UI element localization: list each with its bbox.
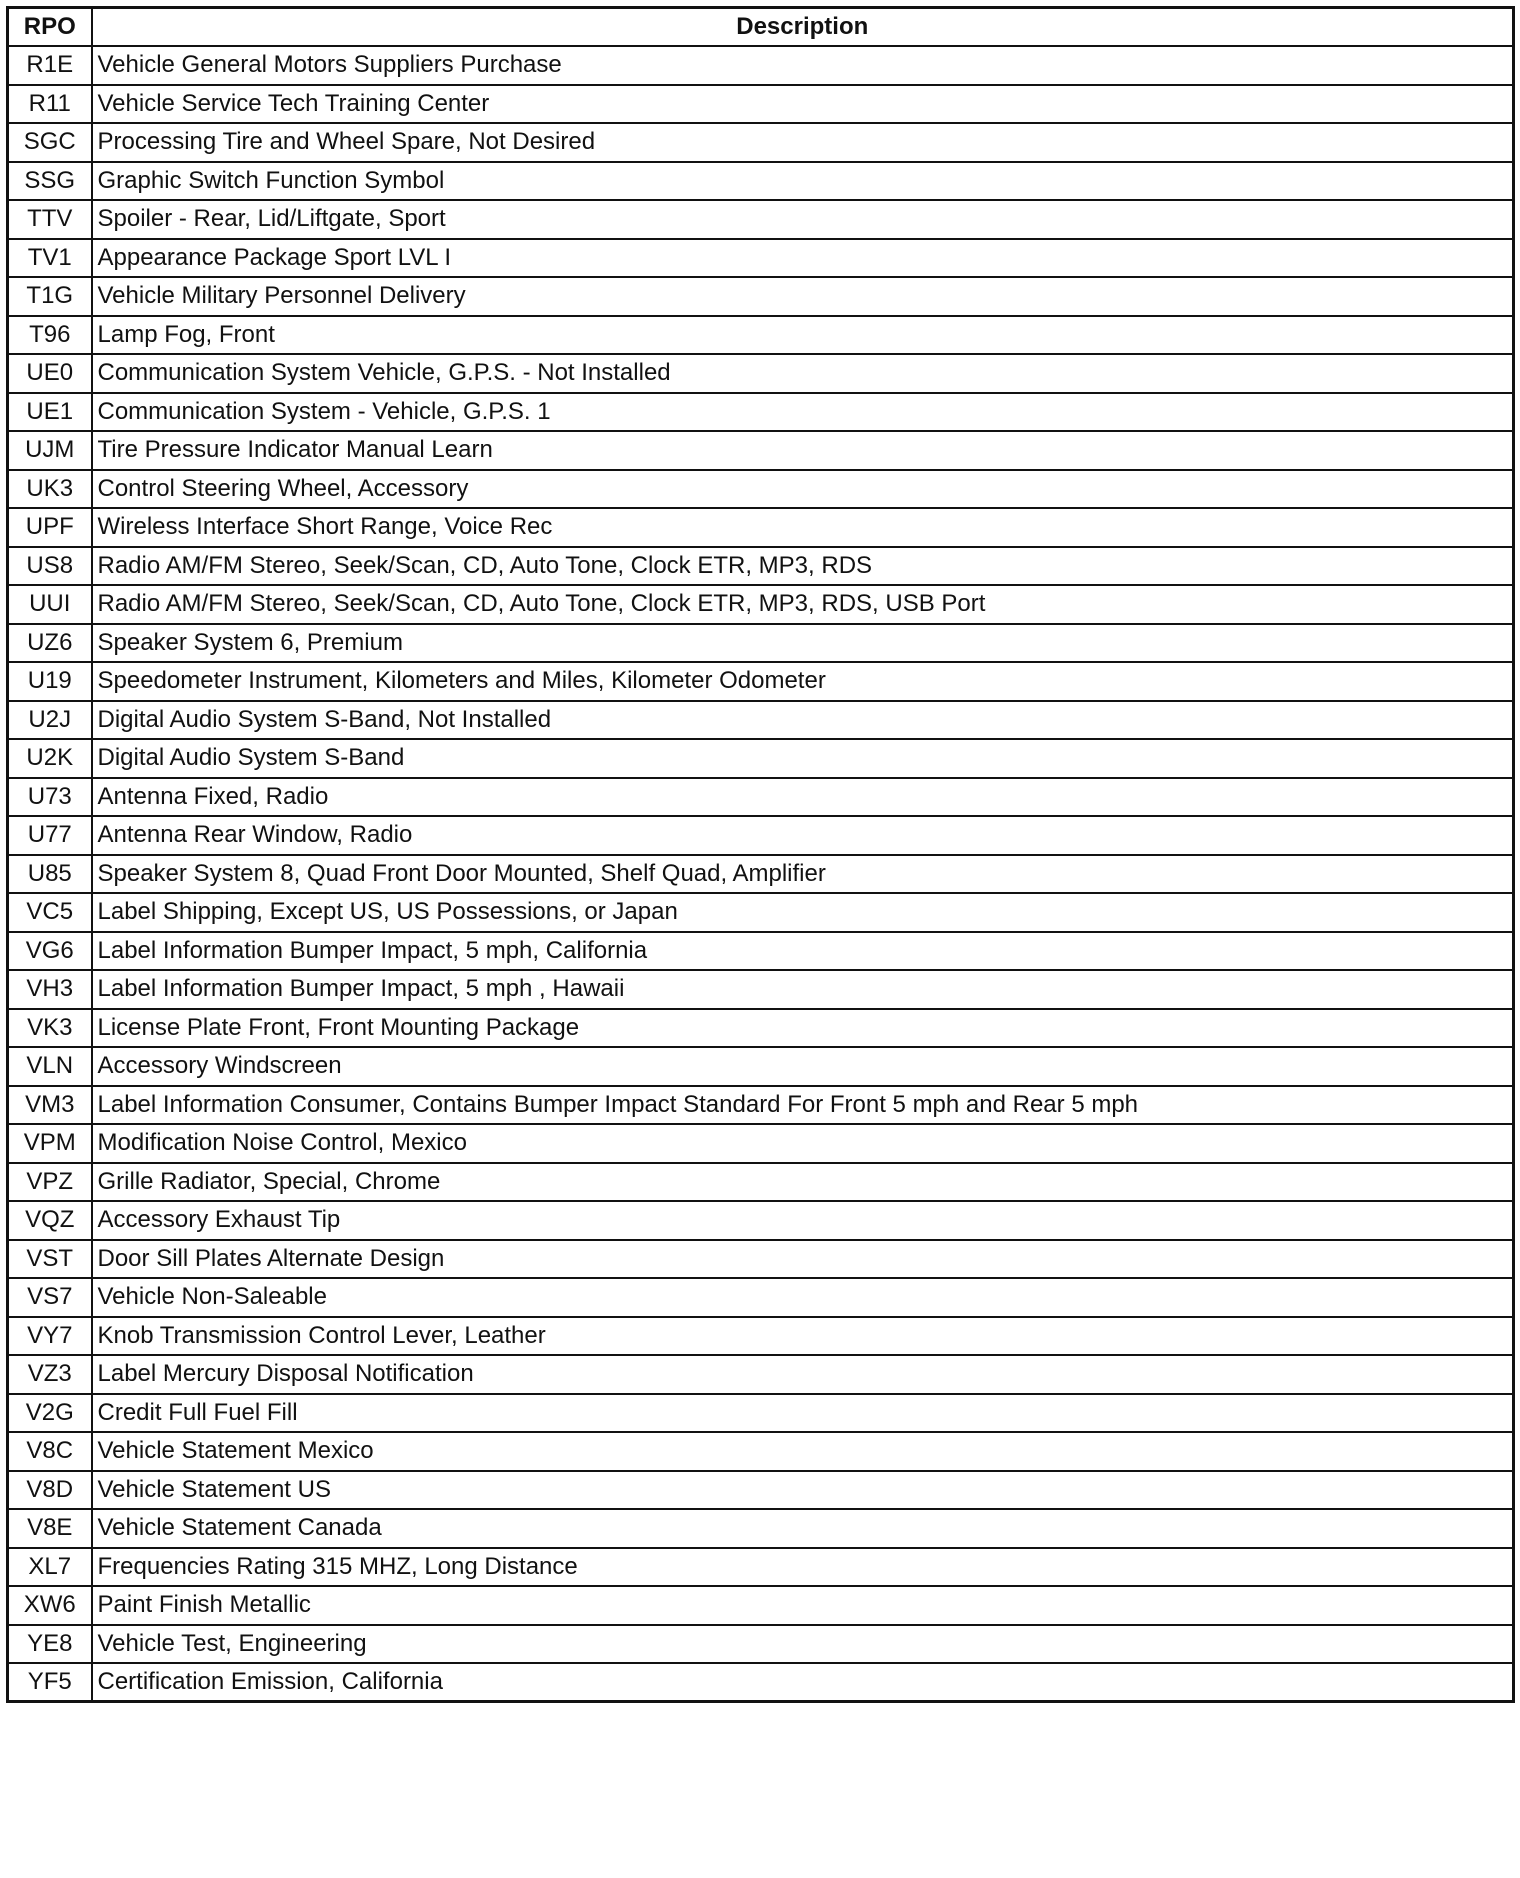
table-row xyxy=(8,701,1514,740)
table-row xyxy=(8,1663,1514,1702)
description-cell: Vehicle Test, Engineering xyxy=(92,1625,1514,1664)
description-cell: Digital Audio System S-Band xyxy=(92,739,1514,778)
table-row xyxy=(8,1509,1514,1548)
table-row xyxy=(8,1394,1514,1433)
description-cell: Communication System Vehicle, G.P.S. - Not Installed xyxy=(92,354,1514,393)
column-header-rpo: RPO xyxy=(8,8,92,47)
rpo-code-cell: T1G xyxy=(8,277,92,316)
rpo-code-cell: SGC xyxy=(8,123,92,162)
table-row xyxy=(8,393,1514,432)
table-row xyxy=(8,778,1514,817)
description-cell: Label Information Bumper Impact, 5 mph, California xyxy=(92,932,1514,971)
table-row xyxy=(8,1625,1514,1664)
table-row xyxy=(8,123,1514,162)
rpo-code-cell: VK3 xyxy=(8,1009,92,1048)
table-body xyxy=(8,46,1514,1702)
rpo-code-cell: V2G xyxy=(8,1394,92,1433)
description-cell: Processing Tire and Wheel Spare, Not Desired xyxy=(92,123,1514,162)
rpo-code-cell: U2J xyxy=(8,701,92,740)
rpo-code-cell: VPZ xyxy=(8,1163,92,1202)
description-cell: Accessory Exhaust Tip xyxy=(92,1201,1514,1240)
description-cell: License Plate Front, Front Mounting Package xyxy=(92,1009,1514,1048)
table-row xyxy=(8,1278,1514,1317)
description-cell: Vehicle Military Personnel Delivery xyxy=(92,277,1514,316)
rpo-code-cell: VS7 xyxy=(8,1278,92,1317)
rpo-code-cell: VPM xyxy=(8,1124,92,1163)
rpo-code-cell: R1E xyxy=(8,46,92,85)
rpo-code-cell: VLN xyxy=(8,1047,92,1086)
rpo-code-cell: UUI xyxy=(8,585,92,624)
table-row xyxy=(8,1201,1514,1240)
description-cell: Modification Noise Control, Mexico xyxy=(92,1124,1514,1163)
table-row xyxy=(8,508,1514,547)
rpo-code-cell: R11 xyxy=(8,85,92,124)
rpo-code-cell: VZ3 xyxy=(8,1355,92,1394)
table-row xyxy=(8,277,1514,316)
description-cell: Label Information Bumper Impact, 5 mph , Hawaii xyxy=(92,970,1514,1009)
description-cell: Vehicle Statement Canada xyxy=(92,1509,1514,1548)
table-row xyxy=(8,1432,1514,1471)
description-cell: Paint Finish Metallic xyxy=(92,1586,1514,1625)
table-row xyxy=(8,470,1514,509)
description-cell: Label Shipping, Except US, US Possessions, or Japan xyxy=(92,893,1514,932)
description-cell: Door Sill Plates Alternate Design xyxy=(92,1240,1514,1279)
rpo-code-cell: U73 xyxy=(8,778,92,817)
table-row xyxy=(8,893,1514,932)
rpo-code-cell: T96 xyxy=(8,316,92,355)
table-row xyxy=(8,1124,1514,1163)
table-row xyxy=(8,46,1514,85)
rpo-code-cell: YE8 xyxy=(8,1625,92,1664)
table-row xyxy=(8,855,1514,894)
description-cell: Communication System - Vehicle, G.P.S. 1 xyxy=(92,393,1514,432)
rpo-code-cell: TTV xyxy=(8,200,92,239)
rpo-code-cell: TV1 xyxy=(8,239,92,278)
rpo-code-cell: VG6 xyxy=(8,932,92,971)
description-cell: Grille Radiator, Special, Chrome xyxy=(92,1163,1514,1202)
table-row xyxy=(8,1317,1514,1356)
table-row xyxy=(8,1086,1514,1125)
table-row xyxy=(8,1240,1514,1279)
rpo-code-cell: VC5 xyxy=(8,893,92,932)
table-row xyxy=(8,932,1514,971)
table-row xyxy=(8,1586,1514,1625)
table-row xyxy=(8,239,1514,278)
description-cell: Lamp Fog, Front xyxy=(92,316,1514,355)
rpo-code-cell: UE1 xyxy=(8,393,92,432)
rpo-code-cell: UJM xyxy=(8,431,92,470)
table-row xyxy=(8,662,1514,701)
description-cell: Knob Transmission Control Lever, Leather xyxy=(92,1317,1514,1356)
rpo-code-cell: VM3 xyxy=(8,1086,92,1125)
description-cell: Speaker System 8, Quad Front Door Mounted, Shelf Quad, Amplifier xyxy=(92,855,1514,894)
table-row xyxy=(8,739,1514,778)
description-cell: Tire Pressure Indicator Manual Learn xyxy=(92,431,1514,470)
description-cell: Label Mercury Disposal Notification xyxy=(92,1355,1514,1394)
table-row xyxy=(8,431,1514,470)
rpo-code-cell: VH3 xyxy=(8,970,92,1009)
rpo-code-cell: U77 xyxy=(8,816,92,855)
description-cell: Vehicle Service Tech Training Center xyxy=(92,85,1514,124)
table-row xyxy=(8,1009,1514,1048)
description-cell: Speaker System 6, Premium xyxy=(92,624,1514,663)
rpo-code-cell: V8E xyxy=(8,1509,92,1548)
rpo-code-cell: UK3 xyxy=(8,470,92,509)
rpo-code-cell: VST xyxy=(8,1240,92,1279)
table-row xyxy=(8,1471,1514,1510)
table-row xyxy=(8,1163,1514,1202)
rpo-code-cell: XW6 xyxy=(8,1586,92,1625)
description-cell: Label Information Consumer, Contains Bumper Impact Standard For Front 5 mph and Rear 5 mph xyxy=(92,1086,1514,1125)
description-cell: Vehicle Non-Saleable xyxy=(92,1278,1514,1317)
description-cell: Credit Full Fuel Fill xyxy=(92,1394,1514,1433)
description-cell: Vehicle General Motors Suppliers Purchase xyxy=(92,46,1514,85)
rpo-code-cell: UPF xyxy=(8,508,92,547)
description-cell: Control Steering Wheel, Accessory xyxy=(92,470,1514,509)
rpo-code-cell: VY7 xyxy=(8,1317,92,1356)
rpo-code-cell: UE0 xyxy=(8,354,92,393)
table-row xyxy=(8,970,1514,1009)
description-cell: Antenna Rear Window, Radio xyxy=(92,816,1514,855)
description-cell: Appearance Package Sport LVL I xyxy=(92,239,1514,278)
description-cell: Radio AM/FM Stereo, Seek/Scan, CD, Auto Tone, Clock ETR, MP3, RDS xyxy=(92,547,1514,586)
table-row xyxy=(8,316,1514,355)
rpo-code-cell: US8 xyxy=(8,547,92,586)
description-cell: Wireless Interface Short Range, Voice Rec xyxy=(92,508,1514,547)
table-row xyxy=(8,1548,1514,1587)
rpo-code-cell: YF5 xyxy=(8,1663,92,1702)
description-cell: Radio AM/FM Stereo, Seek/Scan, CD, Auto Tone, Clock ETR, MP3, RDS, USB Port xyxy=(92,585,1514,624)
header-row xyxy=(8,8,1514,47)
description-cell: Frequencies Rating 315 MHZ, Long Distance xyxy=(92,1548,1514,1587)
table-row xyxy=(8,547,1514,586)
table-row xyxy=(8,1355,1514,1394)
description-cell: Antenna Fixed, Radio xyxy=(92,778,1514,817)
rpo-code-cell: VQZ xyxy=(8,1201,92,1240)
table-row xyxy=(8,85,1514,124)
rpo-code-cell: XL7 xyxy=(8,1548,92,1587)
table-row xyxy=(8,162,1514,201)
rpo-code-cell: SSG xyxy=(8,162,92,201)
description-cell: Vehicle Statement Mexico xyxy=(92,1432,1514,1471)
rpo-code-cell: V8D xyxy=(8,1471,92,1510)
description-cell: Certification Emission, California xyxy=(92,1663,1514,1702)
table-row xyxy=(8,1047,1514,1086)
rpo-table xyxy=(6,6,1515,1703)
description-cell: Graphic Switch Function Symbol xyxy=(92,162,1514,201)
rpo-code-cell: U85 xyxy=(8,855,92,894)
rpo-code-cell: UZ6 xyxy=(8,624,92,663)
description-cell: Digital Audio System S-Band, Not Installed xyxy=(92,701,1514,740)
rpo-code-cell: U2K xyxy=(8,739,92,778)
column-header-description: Description xyxy=(92,8,1514,47)
table-row xyxy=(8,624,1514,663)
description-cell: Accessory Windscreen xyxy=(92,1047,1514,1086)
table-row xyxy=(8,816,1514,855)
table-row xyxy=(8,354,1514,393)
description-cell: Speedometer Instrument, Kilometers and Miles, Kilometer Odometer xyxy=(92,662,1514,701)
table-row xyxy=(8,200,1514,239)
rpo-code-cell: V8C xyxy=(8,1432,92,1471)
description-cell: Vehicle Statement US xyxy=(92,1471,1514,1510)
rpo-code-cell: U19 xyxy=(8,662,92,701)
table-row xyxy=(8,585,1514,624)
description-cell: Spoiler - Rear, Lid/Liftgate, Sport xyxy=(92,200,1514,239)
